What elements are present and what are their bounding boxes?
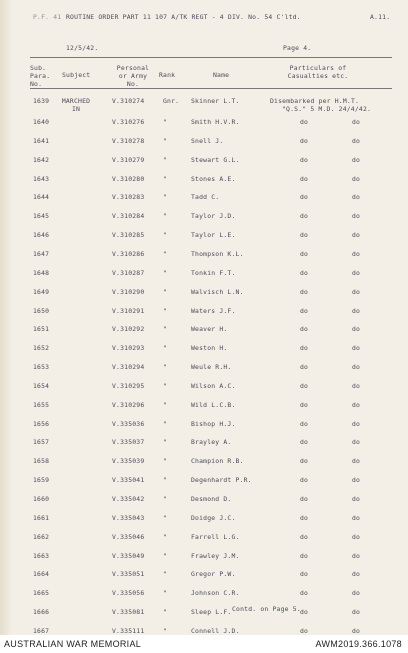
row-sub-para-no: 1648 [33,268,50,277]
table-row [0,533,408,553]
row-sub-para-no: 1663 [33,551,50,560]
archive-name: AUSTRALIAN WAR MEMORIAL [4,639,142,649]
table-row [0,269,408,289]
row-rank: " [163,174,168,183]
page-number: Page 4. [283,44,312,52]
row-particulars-b: do [352,570,361,579]
table-row [0,231,408,251]
row-army-no: V.335039 [112,457,145,466]
row-rank: Gnr. [163,97,180,105]
archive-footer [0,635,408,653]
row-name: Weule R.H. [191,363,232,372]
table-row [0,570,408,590]
row-particulars-b: do [352,438,361,447]
table-row [0,118,408,138]
row-particulars-b: do [352,513,361,522]
row-sub-para-no: 1660 [33,495,50,503]
row-rank: " [163,231,168,240]
row-army-no: V.310293 [112,344,145,353]
row-rank: " [163,344,168,353]
row-particulars-b: do [352,551,361,560]
row-name: Snell J. [191,136,224,145]
row-particulars-b: do [352,287,361,296]
row-sub-para-no: 1657 [33,438,50,447]
row-particulars-b: do [352,174,361,183]
row-sub-para-no: 1654 [33,381,50,390]
row-rank: " [163,532,168,541]
row-sub-para-no: 1644 [33,193,50,202]
row-name: Stewart G.L. [191,155,240,164]
annex-ref: A.11. [370,13,391,21]
row-rank: " [163,457,168,466]
row-rank: " [163,513,168,522]
row-sub-para-no: 1653 [33,363,50,372]
row-name: Wild L.C.B. [191,400,236,409]
row-rank: " [163,589,168,598]
row-particulars-b: do [352,626,361,635]
row-rank: " [163,249,168,258]
table-row [0,476,408,496]
table-row [0,627,408,635]
row-particulars-b: do [352,325,361,334]
row-sub-para-no: 1652 [33,344,50,353]
row-name: Tonkin F.T. [191,268,236,277]
row-particulars-a: do [300,118,309,126]
row-particulars-a: do [300,193,309,202]
col-header-sub-para: Sub. Para. No. [30,64,51,88]
row-rank: " [163,495,168,503]
row-army-no: V.335056 [112,589,145,598]
row-name: Tadd C. [191,193,220,202]
row-army-no: V.310280 [112,174,145,183]
row-particulars-a: do [300,363,309,372]
row-sub-para-no: 1651 [33,325,50,334]
row-name: Desmond D. [191,495,232,503]
row-particulars-a: do [300,344,309,353]
row-particulars-a: Disembarked per H.M.T. [270,97,360,105]
row-particulars-b: do [352,193,361,202]
row-name: Brayley A. [191,438,232,447]
row-particulars-a: do [300,381,309,390]
row-rank: " [163,287,168,296]
row-rank: " [163,400,168,409]
row-particulars-a: do [300,231,309,240]
row-name: Farrell L.G. [191,532,240,541]
row-particulars-b: do [352,532,361,541]
row-rank: " [163,325,168,334]
row-sub-para-no: 1667 [33,626,50,635]
row-name: Wilson A.C. [191,381,236,390]
row-sub-para-no: 1656 [33,419,50,428]
order-date: 12/5/42. [66,44,99,52]
row-particulars-b: do [352,155,361,164]
row-sub-para-no: 1641 [33,136,50,145]
row-particulars-b: do [352,118,361,126]
row-particulars-a: do [300,306,309,315]
row-army-no: V.310276 [112,118,145,126]
row-rank: " [163,438,168,447]
row-particulars-b: "Q.S." 5 M.D. 24/4/42. [282,105,372,113]
row-particulars-b: do [352,136,361,145]
row-name: Walvisch L.N. [191,287,244,296]
row-rank: " [163,608,168,617]
row-army-no: V.335041 [112,476,145,485]
row-name: Waters J.F. [191,306,236,315]
row-sub-para-no: 1645 [33,212,50,221]
table-row [0,288,408,308]
table-row [0,250,408,270]
row-particulars-a: do [300,287,309,296]
row-sub-para-no: 1642 [33,155,50,164]
row-army-no: V.310283 [112,193,145,202]
row-army-no: V.335037 [112,438,145,447]
row-army-no: V.310294 [112,363,145,372]
row-army-no: V.310291 [112,306,145,315]
row-particulars-b: do [352,476,361,485]
table-row [0,193,408,213]
row-rank: " [163,363,168,372]
continued-note: Contd. on Page 5. [232,605,301,613]
row-army-no: V.310295 [112,381,145,390]
row-army-no: V.335111 [112,626,145,635]
row-sub-para-no: 1647 [33,249,50,258]
row-particulars-b: do [352,381,361,390]
row-army-no: V.335051 [112,570,145,579]
row-particulars-a: do [300,476,309,485]
row-name: Taylor L.E. [191,231,236,240]
table-row [0,514,408,534]
row-particulars-a: do [300,589,309,598]
table-row [0,325,408,345]
row-particulars-b: do [352,457,361,466]
row-sub-para-no: 1655 [33,400,50,409]
row-name: Thompson K.L. [191,249,244,258]
row-particulars-a: do [300,438,309,447]
header-rule-bottom [30,88,392,89]
row-particulars-a: do [300,570,309,579]
col-header-rank: Rank [159,71,176,79]
row-rank: " [163,212,168,221]
row-name: Stones A.E. [191,174,236,183]
document-title: ROUTINE ORDER PART 11 107 A/TK REGT - 4 DIV. No. 54 C'ltd. [66,13,301,21]
row-army-no: V.310296 [112,400,145,409]
col-header-particulars: Particulars of Casualties etc. [287,64,349,80]
table-row [0,401,408,421]
row-rank: " [163,551,168,560]
row-army-no: V.335046 [112,532,145,541]
row-sub-para-no: 1659 [33,476,50,485]
row-sub-para-no: 1658 [33,457,50,466]
row-particulars-b: do [352,344,361,353]
row-rank: " [163,570,168,579]
row-name: Weston H. [191,344,228,353]
row-army-no: V.310285 [112,231,145,240]
table-row [0,438,408,458]
row-name: Bishop H.J. [191,419,236,428]
table-row [0,344,408,364]
row-sub-para-no: 1643 [33,174,50,183]
row-rank: " [163,626,168,635]
row-sub-para-no: 1661 [33,513,50,522]
row-rank: " [163,476,168,485]
row-particulars-b: do [352,363,361,372]
row-army-no: V.310279 [112,155,145,164]
row-rank: " [163,419,168,428]
row-particulars-a: do [300,495,309,503]
row-army-no: V.310287 [112,268,145,277]
col-header-name: Name [213,71,230,79]
table-row [0,156,408,176]
table-row [0,137,408,157]
row-army-no: V.335081 [112,608,145,617]
row-rank: " [163,268,168,277]
row-sub-para-no: 1640 [33,118,50,126]
row-particulars-a: do [300,268,309,277]
row-name: Skinner L.T. [191,97,240,105]
table-row [0,307,408,327]
row-particulars-b: do [352,400,361,409]
row-particulars-a: do [300,174,309,183]
col-header-subject: Subject [62,71,91,79]
row-particulars-a: do [300,626,309,635]
row-army-no: V.335049 [112,551,145,560]
row-name: Frawley J.M. [191,551,240,560]
row-name: Doidge J.C. [191,513,236,522]
table-row [0,212,408,232]
table-row [0,589,408,609]
row-army-no: V.310274 [112,97,145,105]
row-particulars-b: do [352,249,361,258]
col-header-personal-no: Personal or Army No. [116,64,150,88]
row-name: Weaver H. [191,325,228,334]
row-particulars-a: do [300,136,309,145]
row-particulars-b: do [352,589,361,598]
row-particulars-b: do [352,419,361,428]
row-army-no: V.310292 [112,325,145,334]
table-row [0,97,408,117]
table-row [0,457,408,477]
row-rank: " [163,306,168,315]
file-ref: P.F. 41 [33,13,62,21]
row-army-no: V.335036 [112,419,145,428]
row-particulars-a: do [300,457,309,466]
row-army-no: V.335042 [112,495,145,503]
row-army-no: V.310278 [112,136,145,145]
row-particulars-a: do [300,212,309,221]
row-name: Smith H.V.R. [191,118,240,126]
row-rank: " [163,118,168,126]
row-particulars-a: do [300,400,309,409]
row-particulars-a: do [300,532,309,541]
row-particulars-a: do [300,155,309,164]
row-name: Connell J.D. [191,626,240,635]
row-rank: " [163,381,168,390]
table-row [0,382,408,402]
row-sub-para-no: 1639 [33,97,50,105]
row-particulars-b: do [352,268,361,277]
row-sub-para-no: 1666 [33,608,50,617]
row-rank: " [163,155,168,164]
header-rule-top [30,57,392,58]
row-particulars-b: do [352,495,361,503]
row-army-no: V.335043 [112,513,145,522]
table-row [0,608,408,628]
accession-number: AWM2019.366.1078 [315,639,402,649]
row-army-no: V.310286 [112,249,145,258]
row-army-no: V.310290 [112,287,145,296]
row-name: Degenhardt P.R. [191,476,252,485]
table-row [0,495,408,515]
row-name: Sleep L.F. [191,608,232,617]
row-particulars-a: do [300,608,309,617]
row-subject: MARCHED IN [61,97,91,113]
row-particulars-a: do [300,325,309,334]
row-particulars-b: do [352,231,361,240]
row-particulars-a: do [300,419,309,428]
row-name: Gregor P.W. [191,570,236,579]
row-sub-para-no: 1665 [33,589,50,598]
row-sub-para-no: 1664 [33,570,50,579]
row-particulars-a: do [300,513,309,522]
table-row [0,175,408,195]
row-name: Champion R.B. [191,457,244,466]
row-rank: " [163,193,168,202]
row-army-no: V.310284 [112,212,145,221]
table-row [0,420,408,440]
table-row [0,363,408,383]
table-row [0,552,408,572]
row-rank: " [163,136,168,145]
row-sub-para-no: 1649 [33,287,50,296]
row-sub-para-no: 1650 [33,306,50,315]
row-particulars-a: do [300,551,309,560]
row-particulars-b: do [352,306,361,315]
row-particulars-a: do [300,249,309,258]
row-name: Taylor J.D. [191,212,236,221]
row-particulars-b: do [352,608,361,617]
row-name: Johnson C.R. [191,589,240,598]
row-particulars-b: do [352,212,361,221]
row-sub-para-no: 1646 [33,231,50,240]
row-sub-para-no: 1662 [33,532,50,541]
